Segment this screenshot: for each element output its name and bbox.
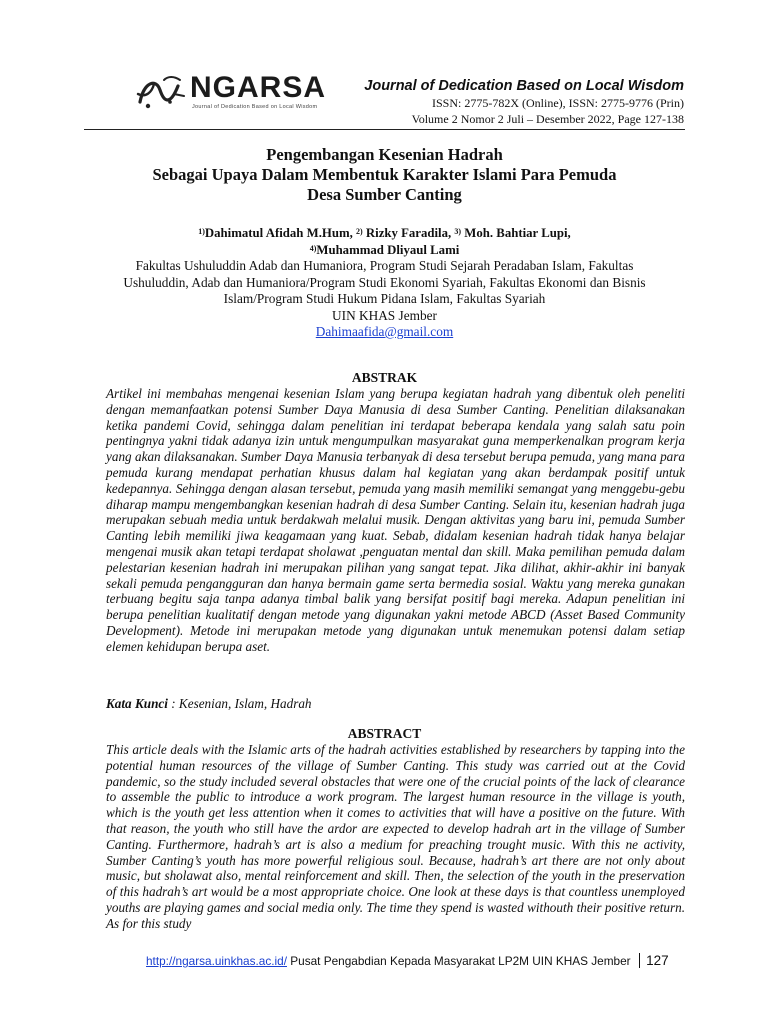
author-list (84, 225, 685, 259)
affiliation-line: Ushuluddin, Adab dan Humaniora/Program Studi Ekonomi Syariah, Fakultas Ekonomi dan Bisnis (123, 274, 646, 290)
affiliation-line: Fakultas Ushuluddin Adab dan Humaniora, Program Studi Sejarah Peradaban Islam, Fakultas (135, 258, 634, 273)
author-name: Rizky Faradila, (362, 226, 455, 240)
affiliation-line: Islam/Program Studi Hukum Pidana Islam, Fakultas Syariah (223, 291, 546, 306)
abstract-heading: ABSTRACT (347, 726, 422, 741)
author-marker: 3) (454, 227, 462, 236)
calligraphy-logo-icon (134, 72, 188, 112)
journal-name: Journal of Dedication Based on Local Wisdom (364, 78, 684, 94)
author-marker: 4) (309, 244, 317, 253)
abstrak-heading: ABSTRAK (351, 370, 418, 385)
page-footer (146, 953, 669, 968)
page-number: 127 (646, 953, 669, 968)
title-line: Sebagai Upaya Dalam Membentuk Karakter Islami Para Pemuda (152, 165, 617, 184)
logo-tagline: Journal of Dedication Based on Local Wisdom (192, 104, 318, 110)
issn-line: ISSN: 2775-782X (Online), ISSN: 2775-9776 (Prin) (432, 96, 684, 110)
logo-wordmark: NGARSA (190, 71, 327, 104)
author-name: Muhammad Dliyaul Lami (316, 243, 460, 257)
affiliation-block (84, 258, 685, 341)
journal-header (0, 0, 768, 132)
keywords-line (106, 696, 312, 712)
title-line: Desa Sumber Canting (307, 185, 462, 204)
institution-line: UIN KHAS Jember (332, 307, 437, 323)
keywords-value: : Kesenian, Islam, Hadrah (167, 696, 312, 711)
email-link[interactable]: Dahimaafida@gmail.com (315, 324, 454, 339)
footer-text: Pusat Pengabdian Kepada Masyarakat LP2M UIN KHAS Jember (287, 954, 631, 968)
footer-divider (639, 953, 641, 968)
header-divider (84, 129, 685, 130)
volume-line: Volume 2 Nomor 2 Juli – Desember 2022, Page 127-138 (411, 112, 684, 126)
journal-logo (134, 68, 330, 118)
abstract-body: This article deals with the Islamic arts of the hadrah activities established by researchers by tapping into the potential human resources of the village of Sumber Canting. This study was carried out at the Covid pandemic, so the study included several obstacles that were one of the crucial points of the lack of clearance to assemble the public to introduce a work program. The largest human resource in the village is youth, which is the youth get less attention when it comes to activities that will have a positive on the future. With that reason, the youth who still have the ardor are expected to develop hadrah art in the village of Sumber Canting. Furthermore, hadrah’s art is also a medium for preaching trought music. With this ne activity, Sumber Canting’s youth has more powerful religious soul. Because, hadrah’s art there are not only about music, but sholawat also, mental reinforcement and skill. Then, the selection of the youth in the preservation of this hadrah’s art would be a most appropriate choice. One look at these days is that countless unemployed youths are playing games and social media only. The time they spend is wasted withouth their positive return. As for this study (106, 742, 685, 931)
title-line: Pengembangan Kesenian Hadrah (266, 145, 503, 164)
author-marker: 1) (198, 227, 205, 236)
author-name: Dahimatul Afidah M.Hum, (204, 226, 357, 240)
footer-link[interactable]: http://ngarsa.uinkhas.ac.id/ (146, 954, 287, 968)
abstrak-body: Artikel ini membahas mengenai kesenian Islam yang berupa kegiatan hadrah yang dibentuk oleh peneliti dengan memanfaatkan potensi Sumber Daya Manusia di desa Sumber Canting. Penelitian dilaksanakan ketika pandemi Covid, sehingga dalam penelitian ini terdapat beberapa kendala yang salah satu poin pentingnya yakni tidak adanya izin untuk mengumpulkan masyarakat guna memperkenalkan program kerja yang akan dilaksanakan. Sumber Daya Manusia terbanyak di desa tersebut berupa pemuda, yang mana para pemuda kurang mendapat perhatian khusus dalam hal kegiatan yang akan berdampak positif untuk kedepannya. Sehingga dengan alasan tersebut, pemuda yang masih memiliki semangat yang menggebu-gebu diharap mampu mengembangkan kesenian hadrah di desa Sumber Canting. Selain itu, kesenian hadrah juga merupakan sebuah media untuk berdakwah melalui musik. Dengan aktivitas yang baru ini, pemuda Sumber Canting lebih memiliki jiwa keagamaan yang kuat. Sebab, didalam kesenian hadrah tidak hanya belajar mengenai musik akan tetapi terdapat sholawat ,penguatan mental dan skill. Maka pemilihan pemuda dalam pelestarian kesenian hadrah ini merupakan pilihan yang sangat tepat. Jika dilihat, akhir-akhir ini banyak sekali pemuda pengangguran dan hanya bermain game serta bermedia sosial. Waktu yang mereka gunakan terbuang begitu saja tanpa adanya timbal balik yang bersifat positif bagi mereka. Adapun penelitian ini berupa penelitian kualitatif dengan metode yang digunakan yakni metode ABCD (Asset Based Community Development). Metode ini merupakan metode yang digunakan untuk menemukan potensi dalam setiap elemen kehidupan berupa aset. (106, 386, 685, 654)
author-marker: 2) (356, 227, 363, 236)
article-title (84, 145, 685, 205)
author-name: Moh. Bahtiar Lupi, (461, 226, 571, 240)
keywords-label: Kata Kunci (106, 696, 168, 711)
